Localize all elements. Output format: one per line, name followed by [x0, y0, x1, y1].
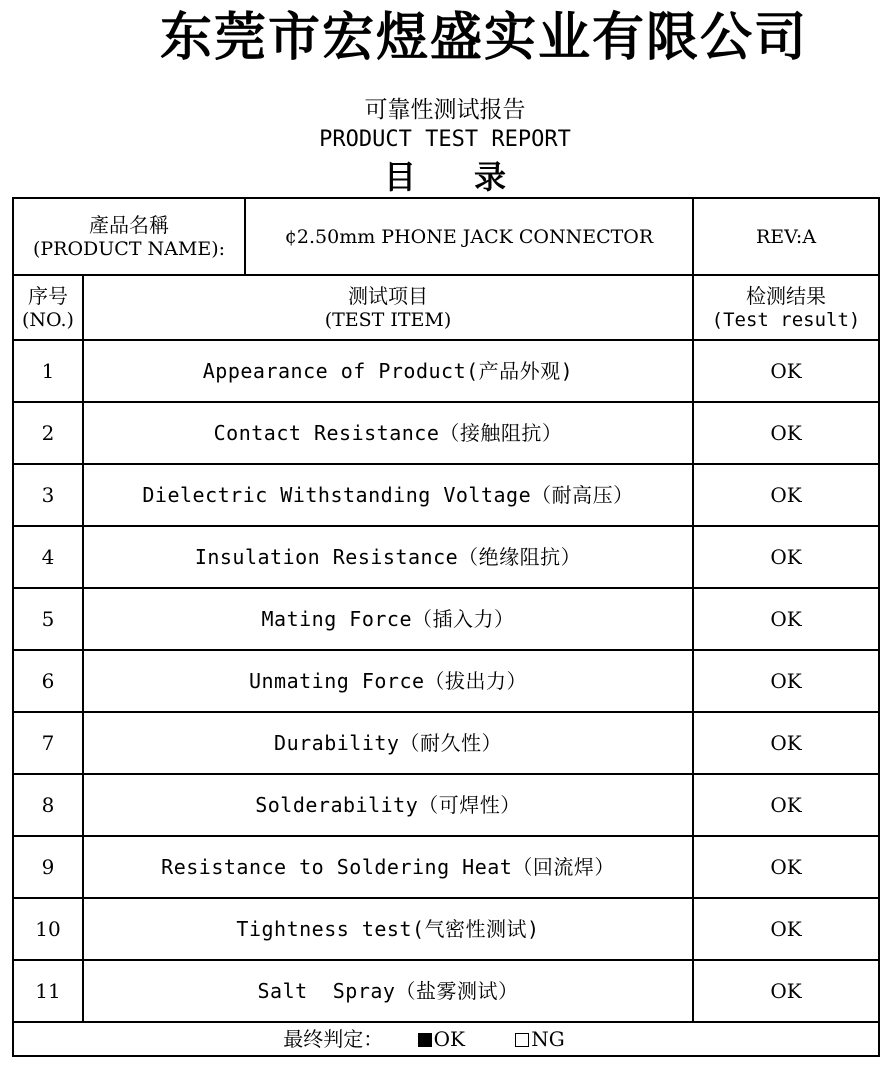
- item-result: OK: [693, 774, 879, 836]
- item-name: Salt Spray（盐雾测试）: [83, 960, 693, 1022]
- item-no: 8: [13, 774, 83, 836]
- item-result: OK: [693, 650, 879, 712]
- item-no: 3: [13, 464, 83, 526]
- final-judgement-cell: [13, 1022, 879, 1056]
- item-name: Solderability（可焊性）: [83, 774, 693, 836]
- table-row: [13, 526, 879, 588]
- report-title-cn: 可靠性测试报告: [364, 97, 526, 123]
- final-judgement-label: 最终判定：: [283, 1027, 384, 1051]
- final-ok-label: OK: [433, 1027, 465, 1051]
- item-result: OK: [693, 526, 879, 588]
- table-row: [13, 836, 879, 898]
- header-no: [13, 275, 83, 340]
- item-no: 5: [13, 588, 83, 650]
- ng-empty-box-icon: [515, 1033, 529, 1047]
- header-item-cn: 测试项目: [348, 283, 428, 308]
- table-row: [13, 960, 879, 1022]
- test-report-table: [12, 197, 880, 1057]
- item-name: Dielectric Withstanding Voltage（耐高压）: [83, 464, 693, 526]
- toc-title: 目录: [383, 158, 564, 196]
- item-result: OK: [693, 836, 879, 898]
- column-header-row: [13, 275, 879, 340]
- header-result-cn: 检测结果: [746, 283, 826, 308]
- item-name: Appearance of Product(产品外观): [83, 340, 693, 402]
- product-name-cell: [245, 198, 693, 275]
- item-no: 1: [13, 340, 83, 402]
- table-row: [13, 774, 879, 836]
- item-name: Mating Force（插入力）: [83, 588, 693, 650]
- header-no-en: (NO.): [22, 308, 74, 331]
- item-result: OK: [693, 712, 879, 774]
- item-no: 4: [13, 526, 83, 588]
- item-name: Insulation Resistance（绝缘阻抗）: [83, 526, 693, 588]
- revision-cell: [693, 198, 879, 275]
- item-name: Durability（耐久性）: [83, 712, 693, 774]
- product-row: [13, 198, 879, 275]
- table-row: [13, 464, 879, 526]
- item-name: Contact Resistance（接触阻抗）: [83, 402, 693, 464]
- item-result: OK: [693, 960, 879, 1022]
- item-no: 2: [13, 402, 83, 464]
- item-result: OK: [693, 898, 879, 960]
- item-name: Resistance to Soldering Heat（回流焊）: [83, 836, 693, 898]
- company-name: 东莞市宏煜盛实业有限公司: [159, 8, 808, 68]
- revision: REV:A: [755, 226, 817, 248]
- final-ng-label: NG: [531, 1027, 565, 1051]
- product-name: ¢2.50mm PHONE JACK CONNECTOR: [284, 226, 654, 248]
- item-result: OK: [693, 340, 879, 402]
- table-row: [13, 712, 879, 774]
- report-title-en: PRODUCT TEST REPORT: [319, 127, 571, 152]
- item-result: OK: [693, 588, 879, 650]
- item-no: 6: [13, 650, 83, 712]
- product-label-en: (PRODUCT NAME):: [32, 237, 226, 260]
- product-label-cell: [13, 198, 245, 275]
- item-name: Unmating Force（拔出力）: [83, 650, 693, 712]
- header-result-en: (Test result): [711, 308, 861, 331]
- item-no: 7: [13, 712, 83, 774]
- final-ok-option: [418, 1027, 465, 1051]
- table-row: [13, 650, 879, 712]
- header-no-cn: 序号: [28, 283, 68, 308]
- final-ng-option: [515, 1027, 564, 1051]
- table-row: [13, 340, 879, 402]
- final-judgement-row: [13, 1022, 879, 1056]
- header-item: [83, 275, 693, 340]
- item-name: Tightness test(气密性测试): [83, 898, 693, 960]
- header-result: [693, 275, 879, 340]
- product-label-cn: 產品名稱: [89, 212, 169, 237]
- header-item-en: (TEST ITEM): [324, 308, 452, 331]
- item-result: OK: [693, 464, 879, 526]
- table-row: [13, 898, 879, 960]
- item-no: 11: [13, 960, 83, 1022]
- table-row: [13, 402, 879, 464]
- item-no: 10: [13, 898, 83, 960]
- item-no: 9: [13, 836, 83, 898]
- item-result: OK: [693, 402, 879, 464]
- table-row: [13, 588, 879, 650]
- ok-checked-box-icon: [418, 1033, 432, 1047]
